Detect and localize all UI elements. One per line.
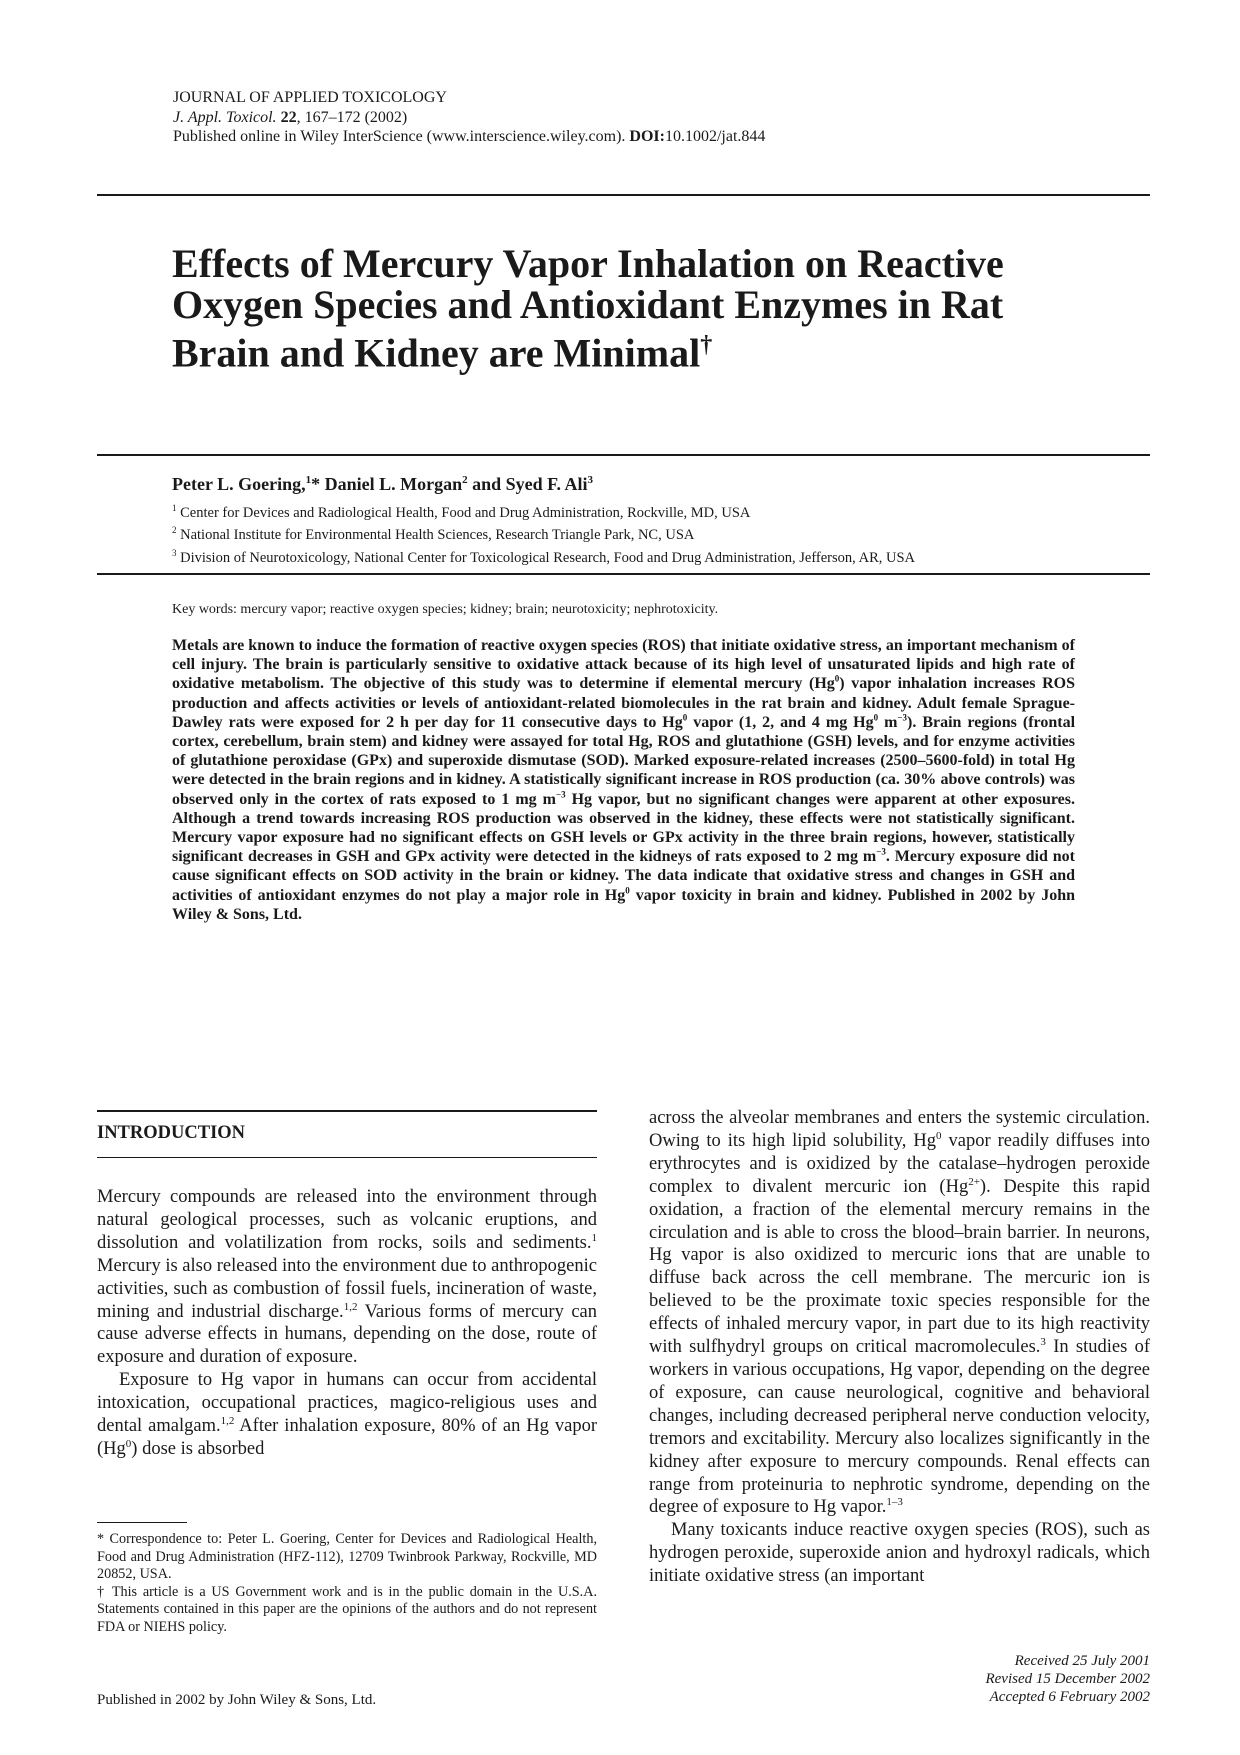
published-online — [173, 127, 765, 147]
title-rule — [97, 454, 1150, 456]
superscript: −3 — [876, 846, 886, 857]
affiliation — [172, 545, 915, 567]
doi-label: DOI: — [629, 128, 665, 145]
paragraph-text: across the alveolar membranes and enters the systemic circulation. Owing to its high lipid solubility, Hg — [649, 1108, 1150, 1151]
citation-ref: 1 — [591, 1231, 597, 1244]
citation-ref: 1,2 — [343, 1300, 358, 1313]
intro-paragraph: Many toxicants induce reactive oxygen species (ROS), such as hydrogen peroxide, superoxide anion and hydroxyl radicals, which initiate oxidative stress (an important — [649, 1520, 1150, 1587]
received-date: Received 25 July 2001 — [1014, 1653, 1150, 1669]
superscript: 0 — [935, 1129, 942, 1142]
affiliation-num: 3 — [172, 547, 177, 558]
intro-right-column — [649, 1107, 1150, 1588]
journal-name: JOURNAL OF APPLIED TOXICOLOGY — [173, 89, 447, 106]
citation-ref: 1–3 — [886, 1496, 903, 1509]
published-online-text: Published online in Wiley InterScience (www.interscience.wiley.com). — [173, 128, 630, 145]
paragraph-text: After inhalation exposure, 80% of an Hg vapor (Hg — [97, 1416, 597, 1459]
affiliations — [172, 500, 915, 567]
affiliation-num: 2 — [172, 525, 177, 536]
superscript: 0 — [682, 712, 688, 723]
superscript: 0 — [625, 885, 630, 896]
citation-ref: 3 — [1040, 1335, 1046, 1348]
correspondence-footnote: * Correspondence to: Peter L. Goering, Center for Devices and Radiological Health, Food and Drug Administration (HFZ-112), 12709 Twinbrook Parkway, Rockville, MD 20852, USA. — [97, 1531, 597, 1583]
abstract — [172, 636, 1075, 924]
abstract-text: vapor toxicity in brain and kidney. Published in 2002 by John Wiley & Sons, Ltd. — [172, 886, 1075, 923]
affiliation — [172, 522, 915, 544]
intro-paragraph — [97, 1369, 597, 1461]
paragraph-text: In studies of workers in various occupations, Hg vapor, depending on the degree of exposure, can cause neurological, cognitive and behavioral changes, including decreased peripheral nerve conduction velocity, tremors and excitability. Mercury also localizes significantly in the kidney after exposure to mercury compounds. Renal effects can range from proteinuria to nephrotic syndrome, depending on the degree of exposure to Hg vapor. — [649, 1337, 1150, 1518]
section-heading-introduction: INTRODUCTION — [97, 1123, 246, 1143]
intro-paragraph — [649, 1107, 1150, 1519]
footnotes — [97, 1531, 597, 1637]
abstract-text: vapor (1, 2, and 4 mg Hg — [687, 713, 874, 731]
header-rule — [97, 194, 1150, 196]
intro-left-column — [97, 1186, 597, 1461]
title-dagger: † — [700, 332, 713, 358]
author-affil-num: 2 — [462, 474, 468, 486]
superscript: 0 — [834, 674, 840, 685]
abstract-text: m — [878, 713, 898, 731]
abstract-text: . Mercury exposure did not cause significant effects on SOD activity in the brain or kidney. The data indicate that oxidative stress and changes in GSH and activities of antioxidant enzymes do not play a major role in Hg — [172, 848, 1076, 904]
abstract-text: Hg vapor, but no significant changes were apparent at other exposures. Although a trend towards increasing ROS production was observed in the kidney, these effects were not statistically significant. Mercury vapor exposure had no significant effects on GSH levels or GPx activity in the three brain regions, however, statistically significant decreases in GSH and GPx activity were detected in the kidneys of rats exposed to 2 mg m — [172, 790, 1075, 866]
article-dates — [900, 1652, 1150, 1706]
author-affil-num: 1 — [305, 474, 312, 486]
paragraph-text: Various forms of mercury can cause adverse effects in humans, depending on the dose, route of exposure and duration of exposure. — [97, 1301, 597, 1368]
affiliation-text: National Institute for Environmental Health Sciences, Research Triangle Park, NC, USA — [176, 527, 695, 544]
citation-ref: 1,2 — [220, 1414, 235, 1427]
author: Peter L. Goering, — [172, 474, 306, 494]
affiliation-text: Center for Devices and Radiological Health, Food and Drug Administration, Rockville, MD, USA — [176, 504, 751, 521]
journal-header — [173, 88, 765, 147]
superscript: 0 — [873, 712, 879, 723]
doi-value: 10.1002/jat.844 — [664, 128, 766, 145]
abstract-text: ) vapor inhalation increases ROS production and affects activities or levels of antioxidant-related biomolecules in the rat brain and kidney. Adult female Sprague-Dawley rats were exposed for 2 h per day for 11 consecutive days to Hg — [172, 675, 1075, 731]
accepted-date: Accepted 6 February 2002 — [989, 1689, 1150, 1705]
paragraph-text: ) dose is absorbed — [131, 1438, 265, 1459]
paragraph-text: ). Despite this rapid oxidation, a fraction of the elemental mercury remains in the circulation and is able to cross the blood–brain barrier. In neurons, Hg vapor is also oxidized to mercuric ions that are unable to diffuse back across the cell membrane. The mercuric ion is believed to be the proximate toxic species responsible for the effects of inhaled mercury vapor, in part due to its high reactivity with sulfhydryl groups on critical macromolecules. — [649, 1176, 1150, 1358]
paragraph-text: Exposure to Hg vapor in humans can occur from accidental intoxication, occupational practices, magico-religious uses and dental amalgam. — [97, 1370, 597, 1437]
superscript: −3 — [555, 789, 566, 800]
author: Daniel L. Morgan — [324, 474, 463, 494]
superscript: 2+ — [968, 1175, 980, 1188]
citation-pages-year: , 167–172 (2002) — [296, 108, 408, 126]
author-affil-num: 3 — [587, 474, 594, 486]
citation — [173, 108, 765, 128]
affiliation-text: Division of Neurotoxicology, National Center for Toxicological Research, Food and Drug Administration, Jefferson, AR, USA — [176, 549, 916, 566]
dagger-footnote: † This article is a US Government work and is in the public domain in the U.S.A. Statements contained in this paper are the opinions of the authors and do not represent FDA or NIEHS policy. — [97, 1583, 597, 1635]
citation-volume: 22 — [280, 108, 297, 126]
superscript: 0 — [125, 1437, 132, 1450]
author-list — [172, 474, 593, 495]
article-title — [172, 241, 1072, 376]
author-separator: and — [467, 474, 506, 494]
affiliation-num: 1 — [172, 503, 177, 513]
article-title-text: Effects of Mercury Vapor Inhalation on Reactive Oxygen Species and Antioxidant Enzymes in Rat Brain and Kidney are Minimal — [172, 241, 1004, 376]
citation-journal: J. Appl. Toxicol. — [173, 108, 277, 126]
abstract-text: Metals are known to induce the formation of reactive oxygen species (ROS) that initiate oxidative stress, an important mechanism of cell injury. The brain is particularly sensitive to oxidative attack because of its high level of unsaturated lipids and high rate of oxidative metabolism. The objective of this study was to determine if elemental mercury (Hg — [172, 637, 1075, 693]
paragraph-text: Mercury compounds are released into the environment through natural geological processes, such as volcanic eruptions, and dissolution and volatilization from rocks, soils and sediments. — [97, 1187, 597, 1253]
revised-date: Revised 15 December 2002 — [985, 1671, 1150, 1687]
footnote-rule — [97, 1522, 187, 1523]
abstract-text: ). Brain regions (frontal cortex, cerebellum, brain stem) and kidney were assayed for total Hg, ROS and glutathione (GSH) levels, and for enzyme activities of glutathione peroxidase (GPx) and superoxide dismutase (SOD). Marked exposure-related increases (2500–5600-fold) in total Hg were detected in the brain regions and in kidney. A statistically significant increase in ROS production (ca. 30% above controls) was observed only in the cortex of rats exposed to 1 mg m — [172, 713, 1076, 808]
intro-paragraph — [97, 1186, 597, 1369]
author: Syed F. Ali — [505, 474, 588, 494]
publisher-line: Published in 2002 by John Wiley & Sons, Ltd. — [97, 1692, 377, 1708]
intro-top-rule — [97, 1110, 597, 1112]
corresponding-mark: * — [311, 474, 321, 494]
affiliation — [172, 500, 915, 522]
keywords: Key words: mercury vapor; reactive oxygen species; kidney; brain; neurotoxicity; nephrotoxicity. — [172, 602, 719, 617]
paragraph-text: vapor readily diffuses into erythrocytes and is oxidized by the catalase–hydrogen peroxide complex to divalent mercuric ion (Hg — [649, 1130, 1150, 1197]
intro-bottom-rule — [97, 1157, 597, 1158]
paragraph-text: Mercury is also released into the environment due to anthropogenic activities, such as combustion of fossil fuels, incineration of waste, mining and industrial discharge. — [97, 1255, 597, 1322]
affiliation-rule — [97, 573, 1150, 575]
superscript: −3 — [897, 712, 908, 723]
